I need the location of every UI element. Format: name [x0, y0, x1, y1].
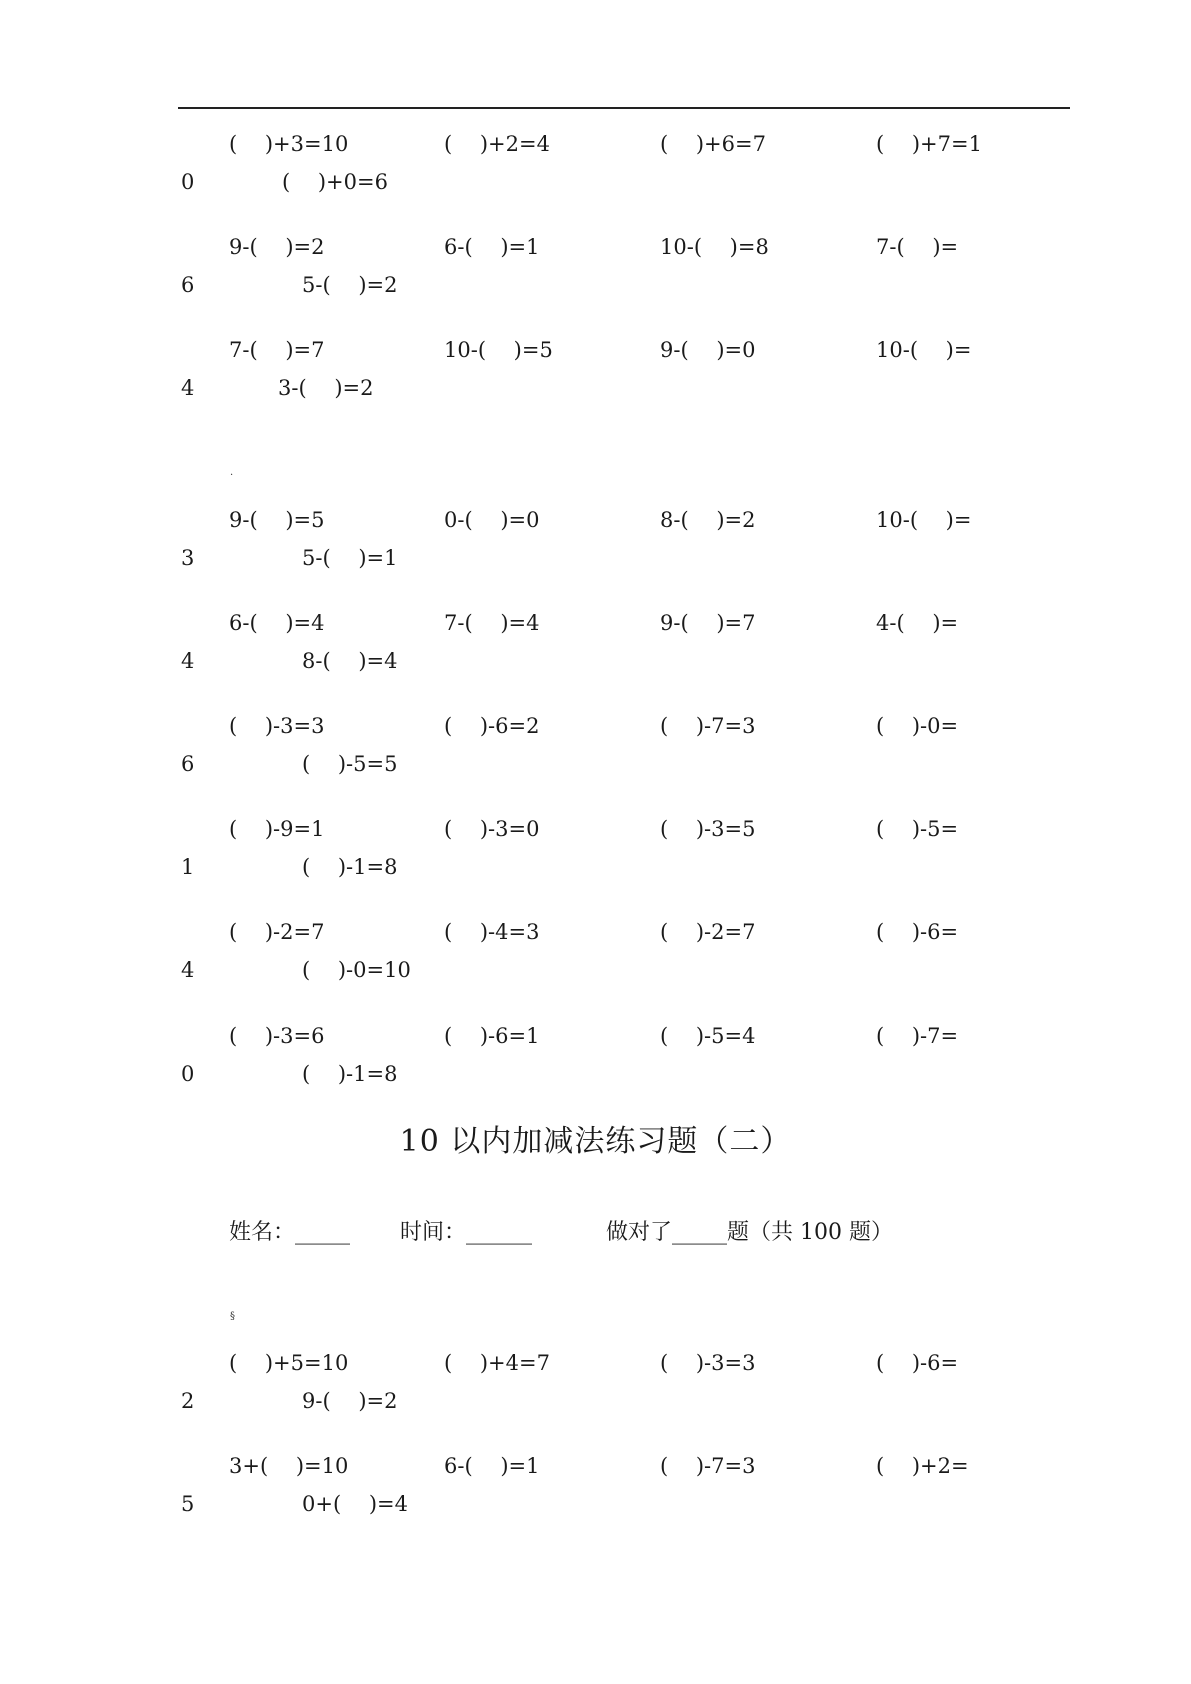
- exercise-item: ( )-5=: [876, 817, 959, 841]
- exercise-item: ( )-2=7: [229, 920, 325, 944]
- exercise-wrapped-answer: 5: [181, 1492, 195, 1516]
- header-rule: [178, 107, 1070, 109]
- exercise-wrapped-answer: 4: [181, 376, 195, 400]
- exercise-item: ( )-1=8: [302, 1062, 398, 1086]
- exercise-item: ( )-6=1: [444, 1024, 540, 1048]
- exercise-item: ( )-7=3: [660, 1454, 756, 1478]
- exercise-item: ( )+2=4: [444, 132, 550, 156]
- name-field-label: 姓名：_____: [229, 1220, 351, 1245]
- exercise-item: 4-( )=: [876, 611, 959, 635]
- exercise-item: ( )+7=1: [876, 132, 982, 156]
- exercise-item: ( )+3=10: [229, 132, 349, 156]
- exercise-wrapped-answer: 6: [181, 273, 195, 297]
- exercise-item: 7-( )=7: [229, 338, 325, 362]
- exercise-item: 7-( )=4: [444, 611, 540, 635]
- exercise-wrapped-answer: 4: [181, 958, 195, 982]
- exercise-item: ( )-6=: [876, 1351, 959, 1375]
- exercise-item: 10-( )=: [876, 338, 972, 362]
- exercise-item: 6-( )=1: [444, 1454, 540, 1478]
- exercise-item: 10-( )=: [876, 508, 972, 532]
- stray-dot: .: [230, 467, 234, 478]
- exercise-item: 5-( )=1: [302, 546, 398, 570]
- exercise-item: ( )+0=6: [282, 170, 388, 194]
- exercise-item: ( )-9=1: [229, 817, 325, 841]
- time-field-label: 时间：______: [400, 1220, 533, 1245]
- exercise-item: ( )-5=4: [660, 1024, 756, 1048]
- exercise-item: ( )-3=5: [660, 817, 756, 841]
- exercise-item: 3-( )=2: [278, 376, 374, 400]
- exercise-item: ( )-0=10: [302, 958, 411, 982]
- exercise-item: 10-( )=5: [444, 338, 553, 362]
- exercise-item: 3+( )=10: [229, 1454, 349, 1478]
- exercise-item: 10-( )=8: [660, 235, 769, 259]
- exercise-item: ( )-3=3: [660, 1351, 756, 1375]
- exercise-item: 9-( )=7: [660, 611, 756, 635]
- exercise-item: ( )+2=: [876, 1454, 969, 1478]
- exercise-item: ( )-1=8: [302, 855, 398, 879]
- exercise-item: 0+( )=4: [302, 1492, 408, 1516]
- exercise-item: 9-( )=5: [229, 508, 325, 532]
- exercise-item: ( )+6=7: [660, 132, 766, 156]
- exercise-item: ( )+4=7: [444, 1351, 550, 1375]
- exercise-item: 8-( )=4: [302, 649, 398, 673]
- exercise-wrapped-answer: 0: [181, 1062, 195, 1086]
- exercise-item: ( )-3=3: [229, 714, 325, 738]
- exercise-wrapped-answer: 0: [181, 170, 195, 194]
- exercise-item: 5-( )=2: [302, 273, 398, 297]
- exercise-item: ( )-7=: [876, 1024, 959, 1048]
- exercise-wrapped-answer: 6: [181, 752, 195, 776]
- exercise-item: ( )+5=10: [229, 1351, 349, 1375]
- exercise-item: ( )-6=2: [444, 714, 540, 738]
- score-field-label: 做对了_____题（共 100 题）: [606, 1220, 893, 1245]
- stray-section-mark: §: [230, 1311, 235, 1322]
- exercise-item: 0-( )=0: [444, 508, 540, 532]
- exercise-item: 9-( )=0: [660, 338, 756, 362]
- exercise-item: 8-( )=2: [660, 508, 756, 532]
- exercise-item: 6-( )=4: [229, 611, 325, 635]
- exercise-item: ( )-6=: [876, 920, 959, 944]
- exercise-item: ( )-3=6: [229, 1024, 325, 1048]
- exercise-item: 6-( )=1: [444, 235, 540, 259]
- exercise-item: 9-( )=2: [302, 1389, 398, 1413]
- exercise-item: 7-( )=: [876, 235, 959, 259]
- exercise-item: 9-( )=2: [229, 235, 325, 259]
- exercise-wrapped-answer: 3: [181, 546, 195, 570]
- exercise-item: ( )-4=3: [444, 920, 540, 944]
- exercise-wrapped-answer: 1: [181, 855, 195, 879]
- section-title: 10 以内加减法练习题（二）: [399, 1124, 792, 1159]
- exercise-wrapped-answer: 2: [181, 1389, 195, 1413]
- exercise-item: ( )-5=5: [302, 752, 398, 776]
- exercise-item: ( )-2=7: [660, 920, 756, 944]
- exercise-item: ( )-7=3: [660, 714, 756, 738]
- exercise-item: ( )-3=0: [444, 817, 540, 841]
- exercise-wrapped-answer: 4: [181, 649, 195, 673]
- exercise-item: ( )-0=: [876, 714, 959, 738]
